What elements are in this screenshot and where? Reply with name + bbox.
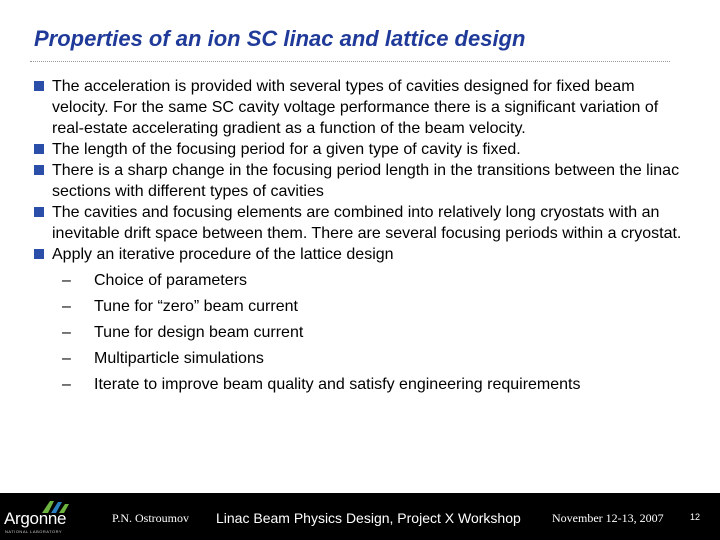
page-number: 12 bbox=[690, 512, 701, 522]
square-bullet-icon bbox=[34, 207, 44, 217]
footer-event-title: Linac Beam Physics Design, Project X Workshop bbox=[216, 510, 521, 526]
sub-bullet-item bbox=[62, 374, 690, 395]
bullet-item bbox=[34, 160, 690, 202]
bullet-list bbox=[34, 76, 690, 400]
square-bullet-icon bbox=[34, 144, 44, 154]
bullet-text: The cavities and focusing elements are combined into relatively long cryostats with an inevitable drift space between them. There are several focusing periods within a cryostat. bbox=[52, 204, 682, 242]
bullet-item bbox=[34, 202, 690, 244]
bullet-text: The length of the focusing period for a given type of cavity is fixed. bbox=[52, 141, 521, 158]
sub-bullet-text: Multiparticle simulations bbox=[94, 350, 264, 367]
sub-bullet-list bbox=[52, 270, 690, 395]
footer-bar bbox=[0, 493, 720, 540]
dash-bullet-icon: – bbox=[62, 298, 71, 315]
dash-bullet-icon: – bbox=[62, 272, 71, 289]
sub-bullet-item bbox=[62, 270, 690, 291]
sub-bullet-text: Choice of parameters bbox=[94, 272, 247, 289]
square-bullet-icon bbox=[34, 81, 44, 91]
sub-bullet-item bbox=[62, 322, 690, 343]
sub-bullet-text: Tune for “zero” beam current bbox=[94, 298, 298, 315]
logo-tagline: NATIONAL LABORATORY bbox=[5, 529, 63, 534]
sub-bullet-item bbox=[62, 296, 690, 317]
logo-wordmark: Argonne bbox=[4, 509, 67, 528]
square-bullet-icon bbox=[34, 249, 44, 259]
sub-bullet-text: Tune for design beam current bbox=[94, 324, 304, 341]
bullet-item bbox=[34, 244, 690, 395]
square-bullet-icon bbox=[34, 165, 44, 175]
title-divider bbox=[30, 61, 670, 62]
bullet-text: Apply an iterative procedure of the lattice design bbox=[52, 246, 394, 263]
footer-author: P.N. Ostroumov bbox=[112, 511, 190, 525]
bullet-text: The acceleration is provided with several types of cavities designed for fixed beam velocity. For the same SC cavity voltage performance there is a significant variation of real-estate accelerating gradient as a function of the beam velocity. bbox=[52, 78, 659, 137]
slide-title: Properties of an ion SC linac and lattice design bbox=[34, 26, 526, 51]
dash-bullet-icon: – bbox=[62, 350, 71, 367]
sub-bullet-text: Iterate to improve beam quality and satisfy engineering requirements bbox=[94, 376, 581, 393]
bullet-text: There is a sharp change in the focusing period length in the transitions between the linac sections with different types of cavities bbox=[52, 162, 680, 200]
footer-date: November 12-13, 2007 bbox=[552, 511, 664, 525]
sub-bullet-item bbox=[62, 348, 690, 369]
bullet-item bbox=[34, 76, 690, 139]
dash-bullet-icon: – bbox=[62, 324, 71, 341]
argonne-logo bbox=[4, 501, 100, 535]
bullet-item bbox=[34, 139, 690, 160]
dash-bullet-icon: – bbox=[62, 376, 71, 393]
